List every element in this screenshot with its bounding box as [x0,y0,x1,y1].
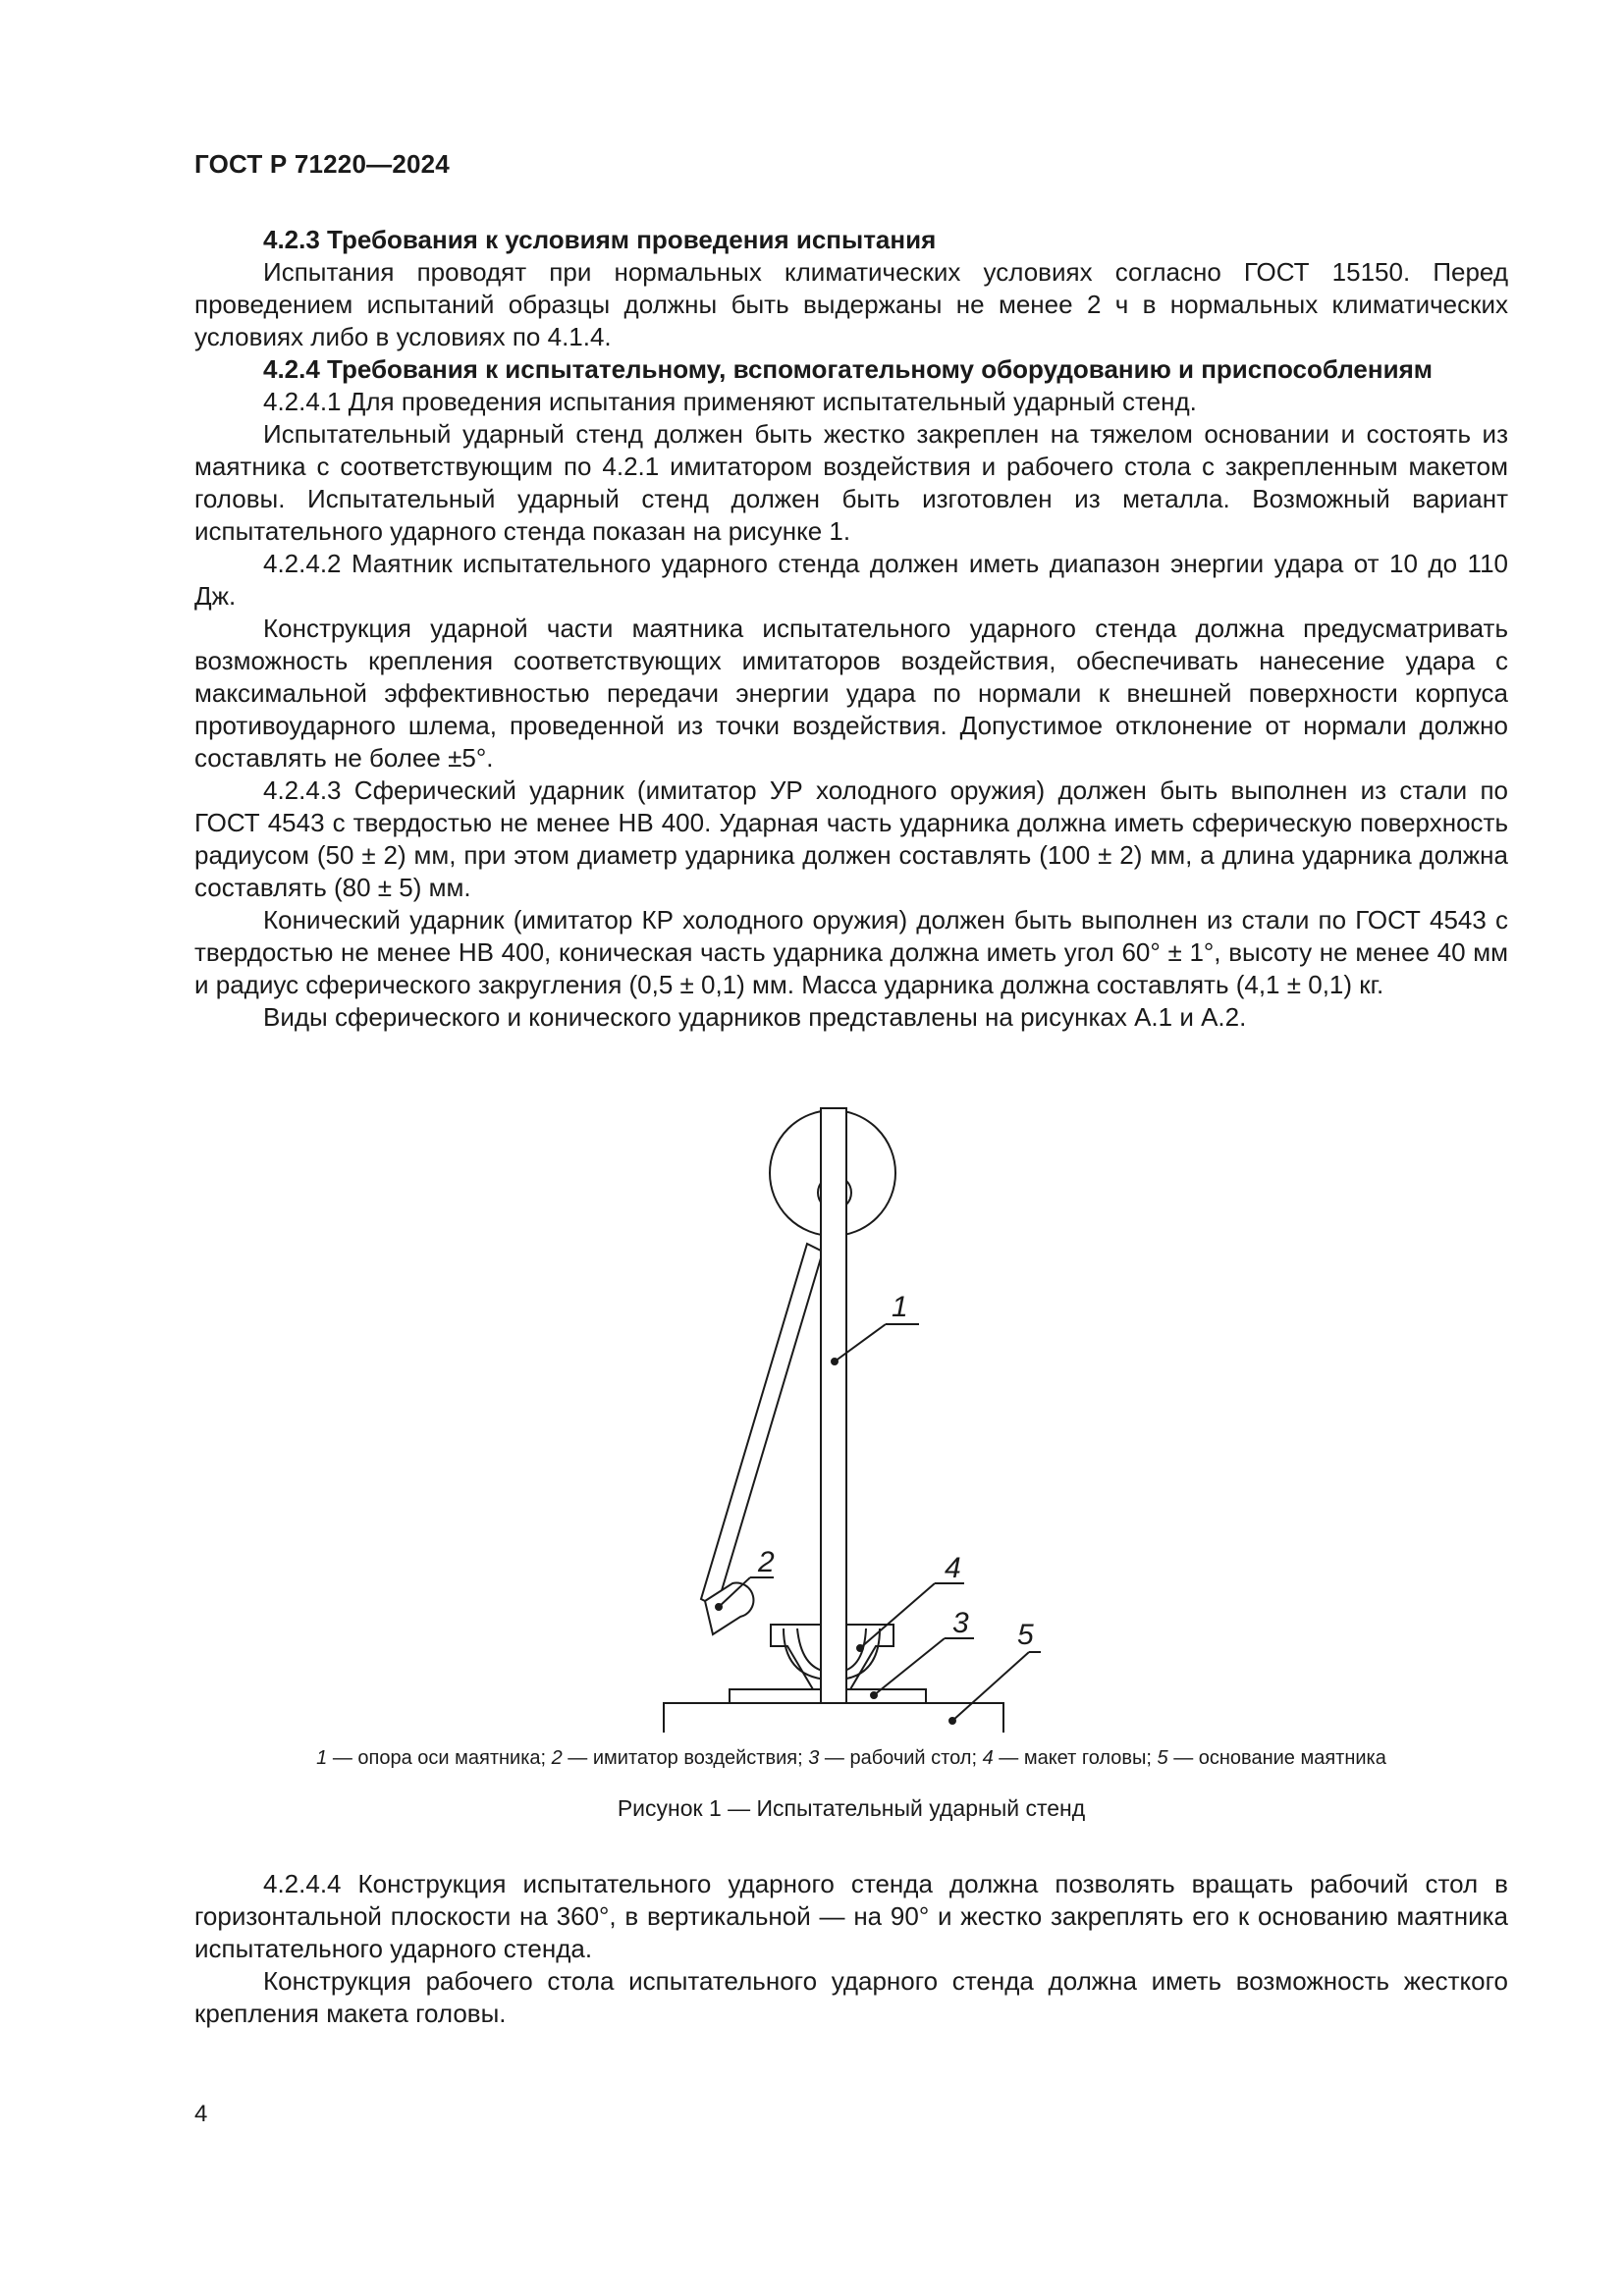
legend-num: 4 [982,1747,994,1769]
figure-label-1: 1 [892,1291,908,1323]
paragraph: 4.2.4.4 Конструкция испытательного ударного стенда должна позволять вращать рабочий стол в горизонтальной плоскости на 360°, в вертикальной — на 90° и жестко закреплять его к основанию маятника испытательного ударного стенда. [194,1869,1508,1963]
legend-num: 5 [1157,1747,1168,1769]
axle-support-column [821,1108,846,1703]
body-text-section-2 [194,1868,1508,2030]
paragraph: Конструкция ударной части маятника испытательного ударного стенда должна предусматривать возможность крепления соответствующих имитаторов воздействия, обеспечивать нанесение удара с максимальной эффективностью передачи энергии удара по нормали к внешней поверхности корпуса противоударного шлема, проведенной из точки воздействия. Допустимое отклонение от нормали должно составлять не более ±5°. [194,614,1508,773]
document-header: ГОСТ Р 71220—2024 [194,149,450,179]
figure-legend [194,1745,1508,1771]
paragraph: 4.2.4.1 Для проведения испытания применяют испытательный ударный стенд. [263,387,1197,416]
figure-impact-stand [628,1104,1041,1733]
figure-label-2: 2 [758,1546,775,1578]
figure-label-4: 4 [945,1552,961,1584]
figure-caption: Рисунок 1 — Испытательный ударный стенд [617,1795,1086,1821]
body-text-section-1 [194,224,1508,1034]
figure-label-5: 5 [1017,1619,1034,1651]
paragraph: 4.2.4.2 Маятник испытательного ударного стенда должен иметь диапазон энергии удара от 10 до 110 Дж. [194,549,1508,611]
leader-dot [716,1604,722,1610]
leader-dot [857,1645,863,1651]
legend-num: 3 [808,1747,820,1769]
legend-num: 2 [551,1747,563,1769]
leader-line [860,1583,935,1648]
paragraph: Конструкция рабочего стола испытательного ударного стенда должна иметь возможность жесткого крепления макета головы. [194,1966,1508,2028]
legend-text: — основание маятника [1167,1747,1386,1769]
impact-stand-drawing [628,1104,1041,1733]
legend-text: — рабочий стол; [819,1747,983,1769]
leader-dot [871,1692,877,1698]
paragraph: Конический ударник (имитатор КР холодного оружия) должен быть выполнен из стали по ГОСТ 4543 с твердостью не менее НВ 400, коническая часть ударника должна иметь угол 60° ± 1°, высоту не менее 40 мм и радиус сферического закругления (0,5 ± 0,1) мм. Масса ударника должна составлять (4,1 ± 0,1) кг. [194,905,1508,999]
heading-4-2-3: 4.2.3 Требования к условиям проведения испытания [263,225,937,254]
paragraph: Виды сферического и конического ударников представлены на рисунках А.1 и А.2. [263,1002,1247,1032]
heading-4-2-4: 4.2.4 Требования к испытательному, вспомогательному оборудованию и приспособлениям [263,354,1433,384]
legend-text: — имитатор воздействия; [562,1747,809,1769]
legend-text: — опора оси маятника; [327,1747,552,1769]
leader-dot [949,1718,955,1724]
paragraph: Испытательный ударный стенд должен быть жестко закреплен на тяжелом основании и состоять из маятника с соответствующим по 4.2.1 имитатором воздействия и рабочего стола с закрепленным макетом головы. Испытательный ударный стенд должен быть изготовлен из металла. Возможный вариант испытательного ударного стенда показан на рисунке 1. [194,419,1508,546]
page-number: 4 [194,2101,208,2127]
leader-dot [832,1359,838,1364]
legend-num: 1 [316,1747,328,1769]
figure-label-3: 3 [952,1607,969,1639]
paragraph: 4.2.4.3 Сферический ударник (имитатор УР холодного оружия) должен быть выполнен из стали по ГОСТ 4543 с твердостью не менее НВ 400. Ударная часть ударника должна иметь сферическую поверхность радиусом (50 ± 2) мм, при этом диаметр ударника должен составлять (100 ± 2) мм, а длина ударника должна составлять (80 ± 5) мм. [194,775,1508,902]
paragraph: Испытания проводят при нормальных климатических условиях согласно ГОСТ 15150. Перед проведением испытаний образцы должны быть выдержаны не менее 2 ч в нормальных климатических условиях либо в условиях по 4.1.4. [194,257,1508,351]
legend-text: — макет головы; [993,1747,1158,1769]
